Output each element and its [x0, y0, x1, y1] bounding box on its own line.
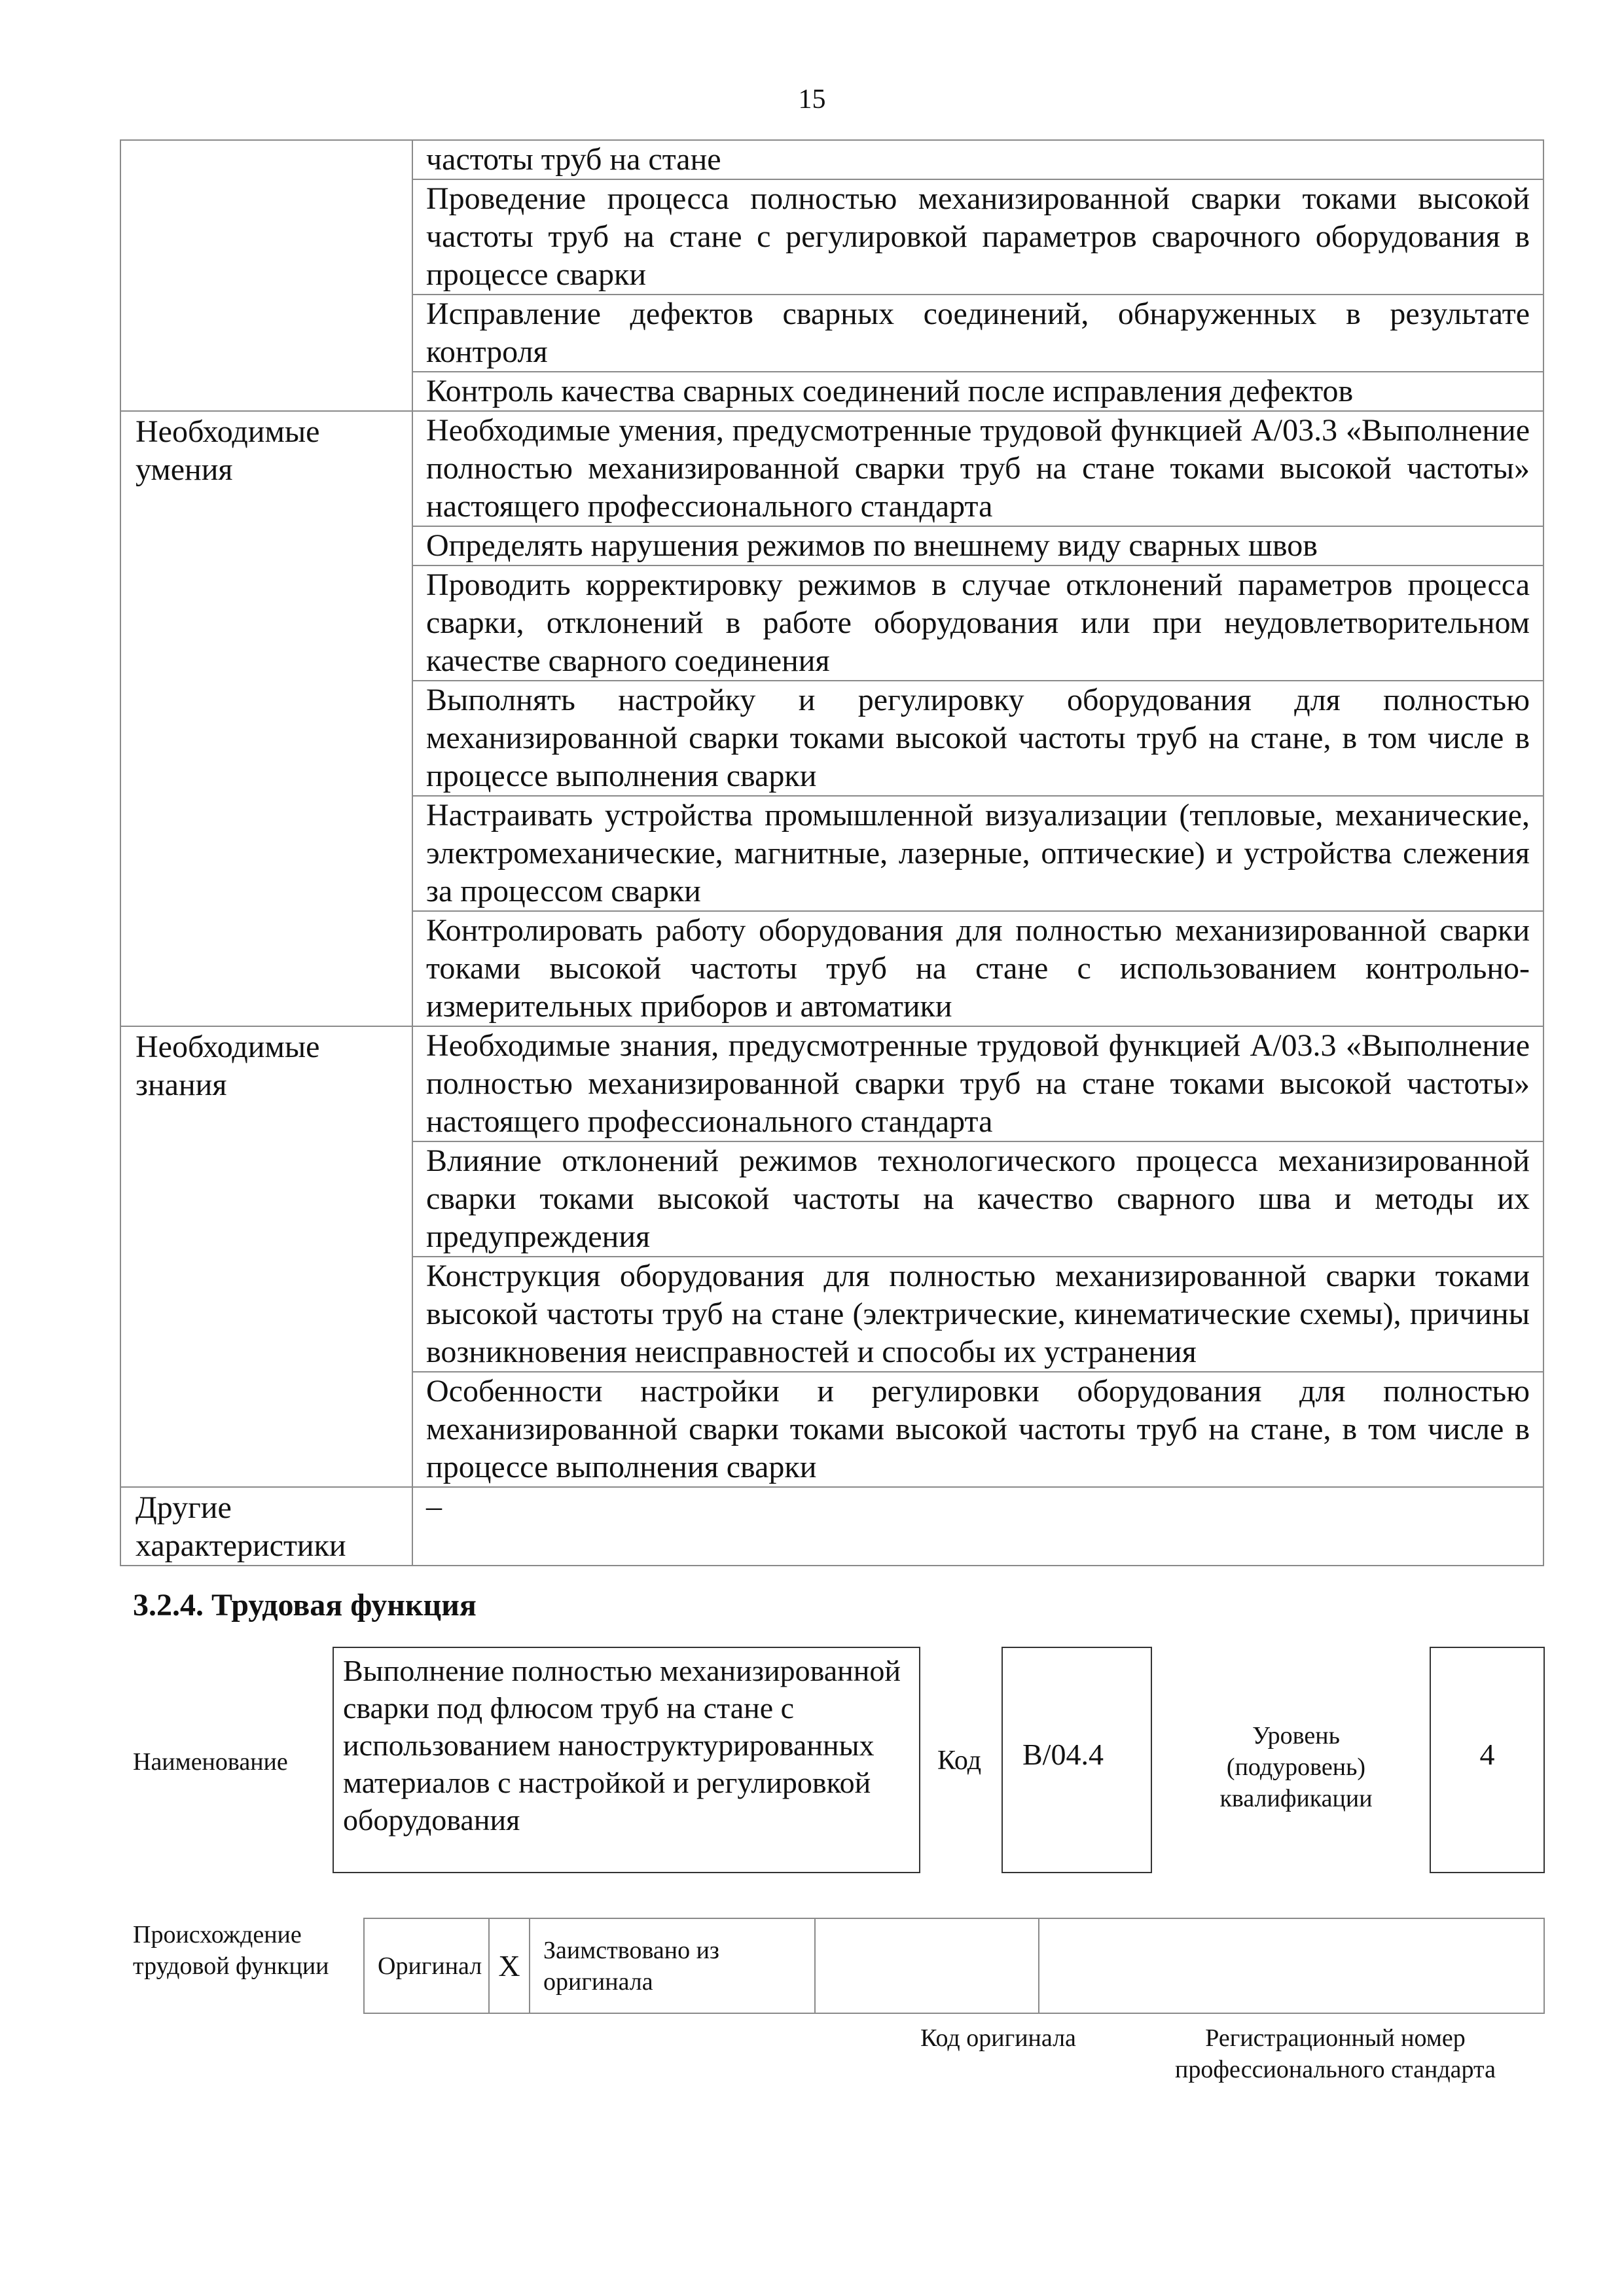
- knowledge-label: Необходимые знания: [120, 1026, 412, 1487]
- original-mark: X: [489, 1918, 530, 2013]
- table-cell: частоты труб на стане: [412, 140, 1543, 179]
- skills-cell: Определять нарушения режимов по внешнему виду сварных швов: [412, 526, 1543, 565]
- table-cell: Исправление дефектов сварных соединений, обнаруженных в результате контроля: [412, 295, 1543, 372]
- knowledge-cell: Влияние отклонений режимов технологического процесса механизированной сварки токами высокой частоты на качество сварного шва и методы их предупреждения: [412, 1141, 1543, 1257]
- other-value: –: [412, 1487, 1543, 1566]
- original-label: Оригинал: [364, 1918, 489, 2013]
- knowledge-cell: Особенности настройки и регулировки оборудования для полностью механизированной сварки токами высокой частоты труб на стане, в том числе в процессе выполнения сварки: [412, 1372, 1543, 1487]
- skills-label: Необходимые умения: [120, 411, 412, 1026]
- table-cell: Проведение процесса полностью механизированной сварки токами высокой частоты труб на стане с регулировкой параметров сварочного оборудования в процессе сварки: [412, 179, 1543, 295]
- knowledge-cell: Необходимые знания, предусмотренные трудовой функцией А/03.3 «Выполнение полностью механизированной сварки труб на стане токами высокой частоты» настоящего профессионального стандарта: [412, 1026, 1543, 1141]
- skills-cell: Контролировать работу оборудования для полностью механизированной сварки токами высокой частоты труб на стане с использованием контрольно-измерительных приборов и автоматики: [412, 911, 1543, 1026]
- original-code-cell: [815, 1918, 1039, 2013]
- skills-cell: Проводить корректировку режимов в случае отклонений параметров процесса сварки, отклонений в работе оборудования или при неудовлетворительном качестве сварного соединения: [412, 565, 1543, 681]
- table-cell: Контроль качества сварных соединений после исправления дефектов: [412, 372, 1543, 411]
- competency-table: [120, 139, 1544, 1566]
- registration-caption: Регистрационный номер профессионального стандарта: [1175, 2024, 1496, 2083]
- knowledge-cell: Конструкция оборудования для полностью механизированной сварки токами высокой частоты труб на стане (электрические, кинематические схемы), причины возникновения неисправностей и способы их устранения: [412, 1257, 1543, 1372]
- origin-label: Происхождение трудовой функции: [133, 1921, 329, 1980]
- skills-cell: Необходимые умения, предусмотренные трудовой функцией А/03.3 «Выполнение полностью механизированной сварки труб на стане токами высокой частоты» настоящего профессионального стандарта: [412, 411, 1543, 526]
- table-row-label: [120, 140, 412, 411]
- skills-cell: Настраивать устройства промышленной визуализации (тепловые, механические, электромеханические, магнитные, лазерные, оптические) и устройства слежения за процессом сварки: [412, 796, 1543, 911]
- code-caption: Код оригинала: [920, 2024, 1076, 2052]
- other-label: Другие характеристики: [120, 1487, 412, 1566]
- level-label: Уровень (подуровень) квалификации: [1219, 1722, 1373, 1812]
- code-value-box: B/04.4: [1001, 1647, 1152, 1873]
- registration-number-cell: [1039, 1918, 1544, 2013]
- level-value-box: 4: [1430, 1647, 1545, 1873]
- origin-table: [363, 1918, 1545, 2014]
- skills-cell: Выполнять настройку и регулировку оборудования для полностью механизированной сварки токами высокой частоты труб на стане, в том числе в процессе выполнения сварки: [412, 681, 1543, 796]
- borrowed-label: Заимствовано из оригинала: [530, 1918, 815, 2013]
- section-heading: 3.2.4. Трудовая функция: [133, 1588, 477, 1623]
- code-label: Код: [937, 1746, 982, 1776]
- name-label: Наименование: [133, 1748, 288, 1776]
- function-name-box: Выполнение полностью механизированной сварки под флюсом труб на стане с использованием наноструктурированных материалов с настройкой и регулировкой оборудования: [333, 1647, 920, 1873]
- page-number: 15: [798, 84, 826, 115]
